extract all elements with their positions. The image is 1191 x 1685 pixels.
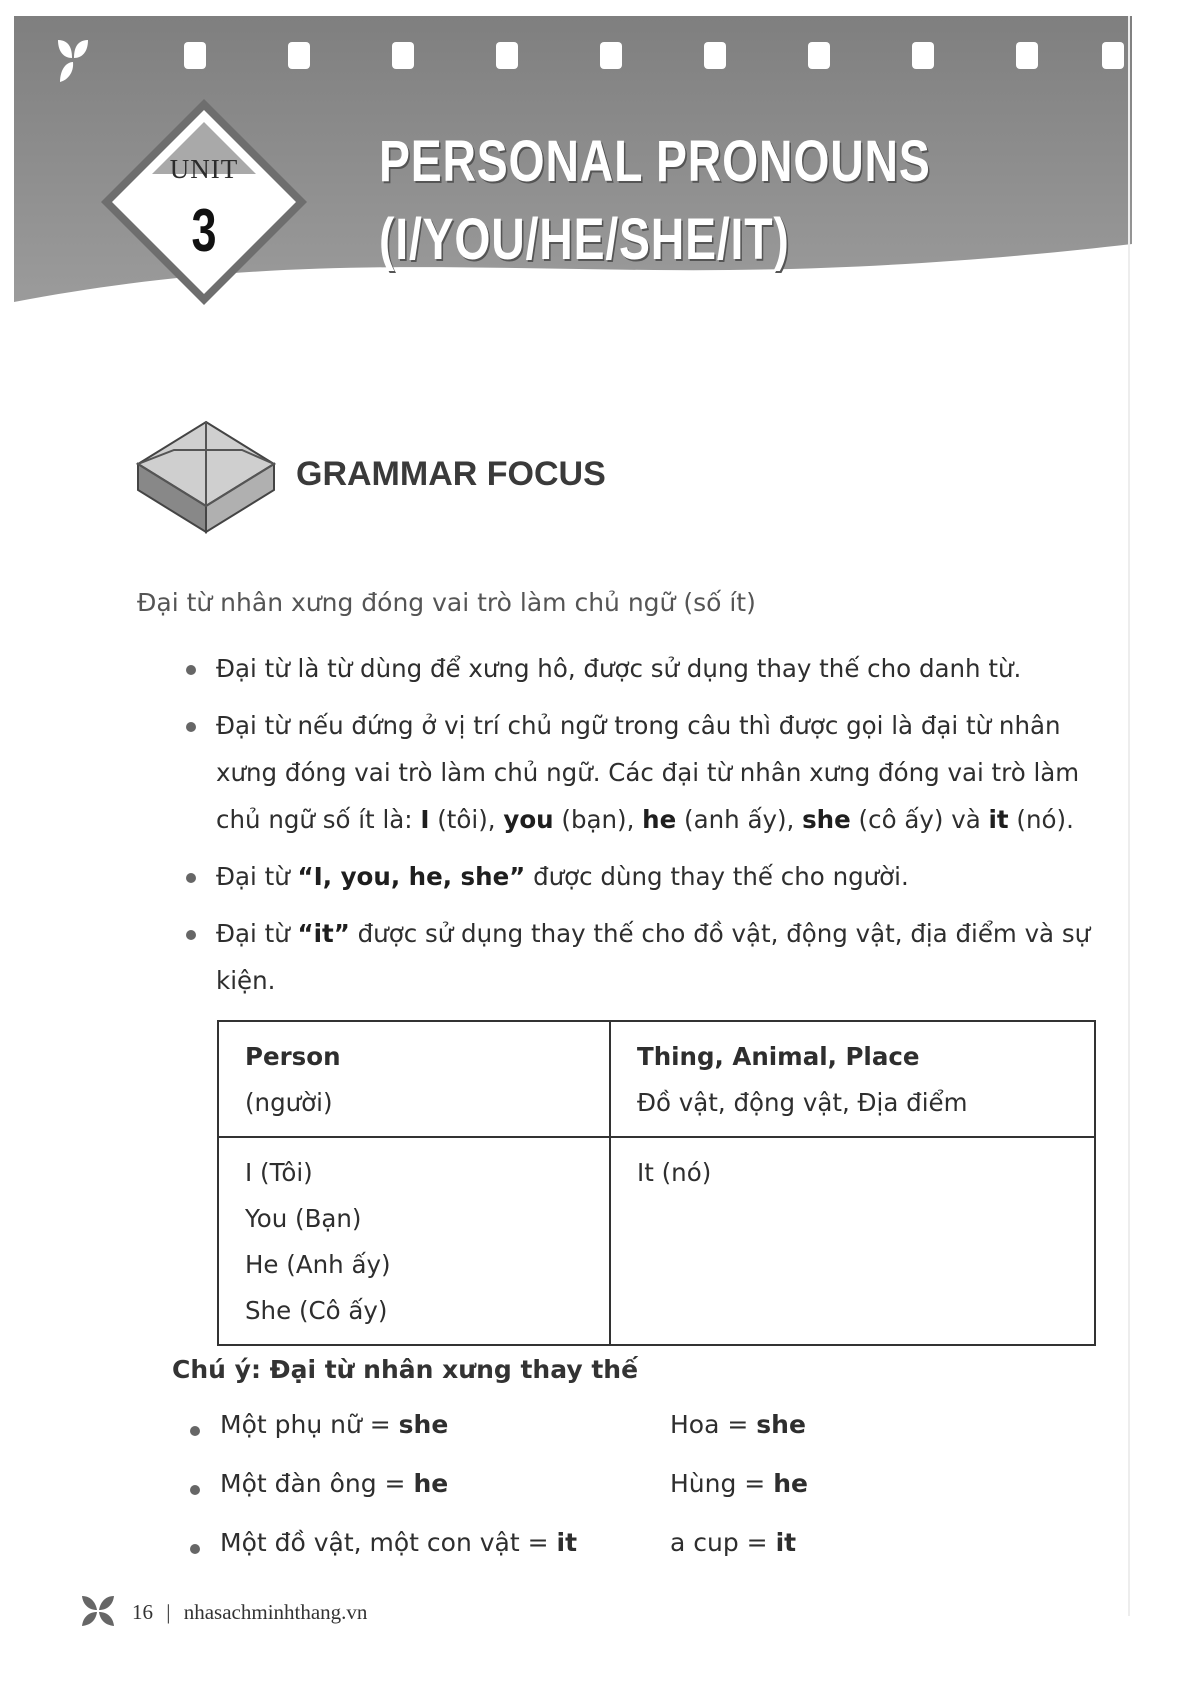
footer-text bbox=[132, 1600, 367, 1625]
table-row bbox=[218, 1137, 1095, 1345]
unit-number: 3 bbox=[191, 197, 217, 264]
page-number: 16 bbox=[132, 1600, 153, 1624]
note-item: Một phụ nữ = she Hoa = she bbox=[190, 1400, 1040, 1459]
website-label: nhasachminhthang.vn bbox=[183, 1600, 368, 1624]
table-cell: I (Tôi) You (Bạn) He (Anh ấy) She (Cô ấy) bbox=[218, 1137, 610, 1345]
note-item: Một đồ vật, một con vật = it a cup = it bbox=[190, 1518, 1040, 1577]
table-cell: It (nó) bbox=[610, 1137, 1095, 1345]
page-edge-divider bbox=[1128, 16, 1130, 1616]
table-header-cell: Person (người) bbox=[218, 1021, 610, 1137]
table-header-cell: Thing, Animal, Place Đồ vật, động vật, Địa điểm bbox=[610, 1021, 1095, 1137]
grammar-subheading: Đại từ nhân xưng đóng vai trò làm chủ ngữ (số ít) bbox=[137, 588, 756, 617]
film-strip-holes bbox=[184, 42, 1124, 82]
bullet-item: Đại từ “I, you, he, she” được dùng thay thế cho người. bbox=[186, 853, 1106, 900]
table-header-row bbox=[218, 1021, 1095, 1137]
bullet-item: Đại từ nếu đứng ở vị trí chủ ngữ trong câu thì được gọi là đại từ nhân xưng đóng vai trò làm chủ ngữ. Các đại từ nhân xưng đóng vai trò làm chủ ngữ số ít là: I (tôi), you (bạn), he (anh ấy), she (cô ấy) và it (nó). bbox=[186, 702, 1106, 843]
note-list bbox=[190, 1400, 1040, 1577]
note-heading: Chú ý: Đại từ nhân xưng thay thế bbox=[172, 1355, 639, 1384]
unit-title-line-2: (I/YOU/HE/SHE/IT) bbox=[379, 207, 790, 272]
footer-separator: | bbox=[166, 1600, 171, 1624]
section-heading: GRAMMAR FOCUS bbox=[296, 455, 606, 493]
unit-badge bbox=[98, 96, 310, 308]
unit-title-line-1: PERSONAL PRONOUNS bbox=[379, 129, 931, 194]
bullet-item: Đại từ là từ dùng để xưng hô, được sử dụng thay thế cho danh từ. bbox=[186, 645, 1106, 692]
pronoun-table bbox=[217, 1020, 1096, 1346]
note-item: Một đàn ông = he Hùng = he bbox=[190, 1459, 1040, 1518]
grammar-bullet-list bbox=[186, 645, 1106, 1014]
flower-logo-icon bbox=[80, 1594, 116, 1628]
unit-header-banner bbox=[14, 16, 1132, 321]
flower-logo-icon bbox=[56, 38, 90, 84]
bullet-item: Đại từ “it” được sử dụng thay thế cho đồ vật, động vật, địa điểm và sự kiện. bbox=[186, 910, 1106, 1004]
cube-icon bbox=[134, 420, 278, 534]
unit-label: UNIT bbox=[169, 154, 239, 184]
